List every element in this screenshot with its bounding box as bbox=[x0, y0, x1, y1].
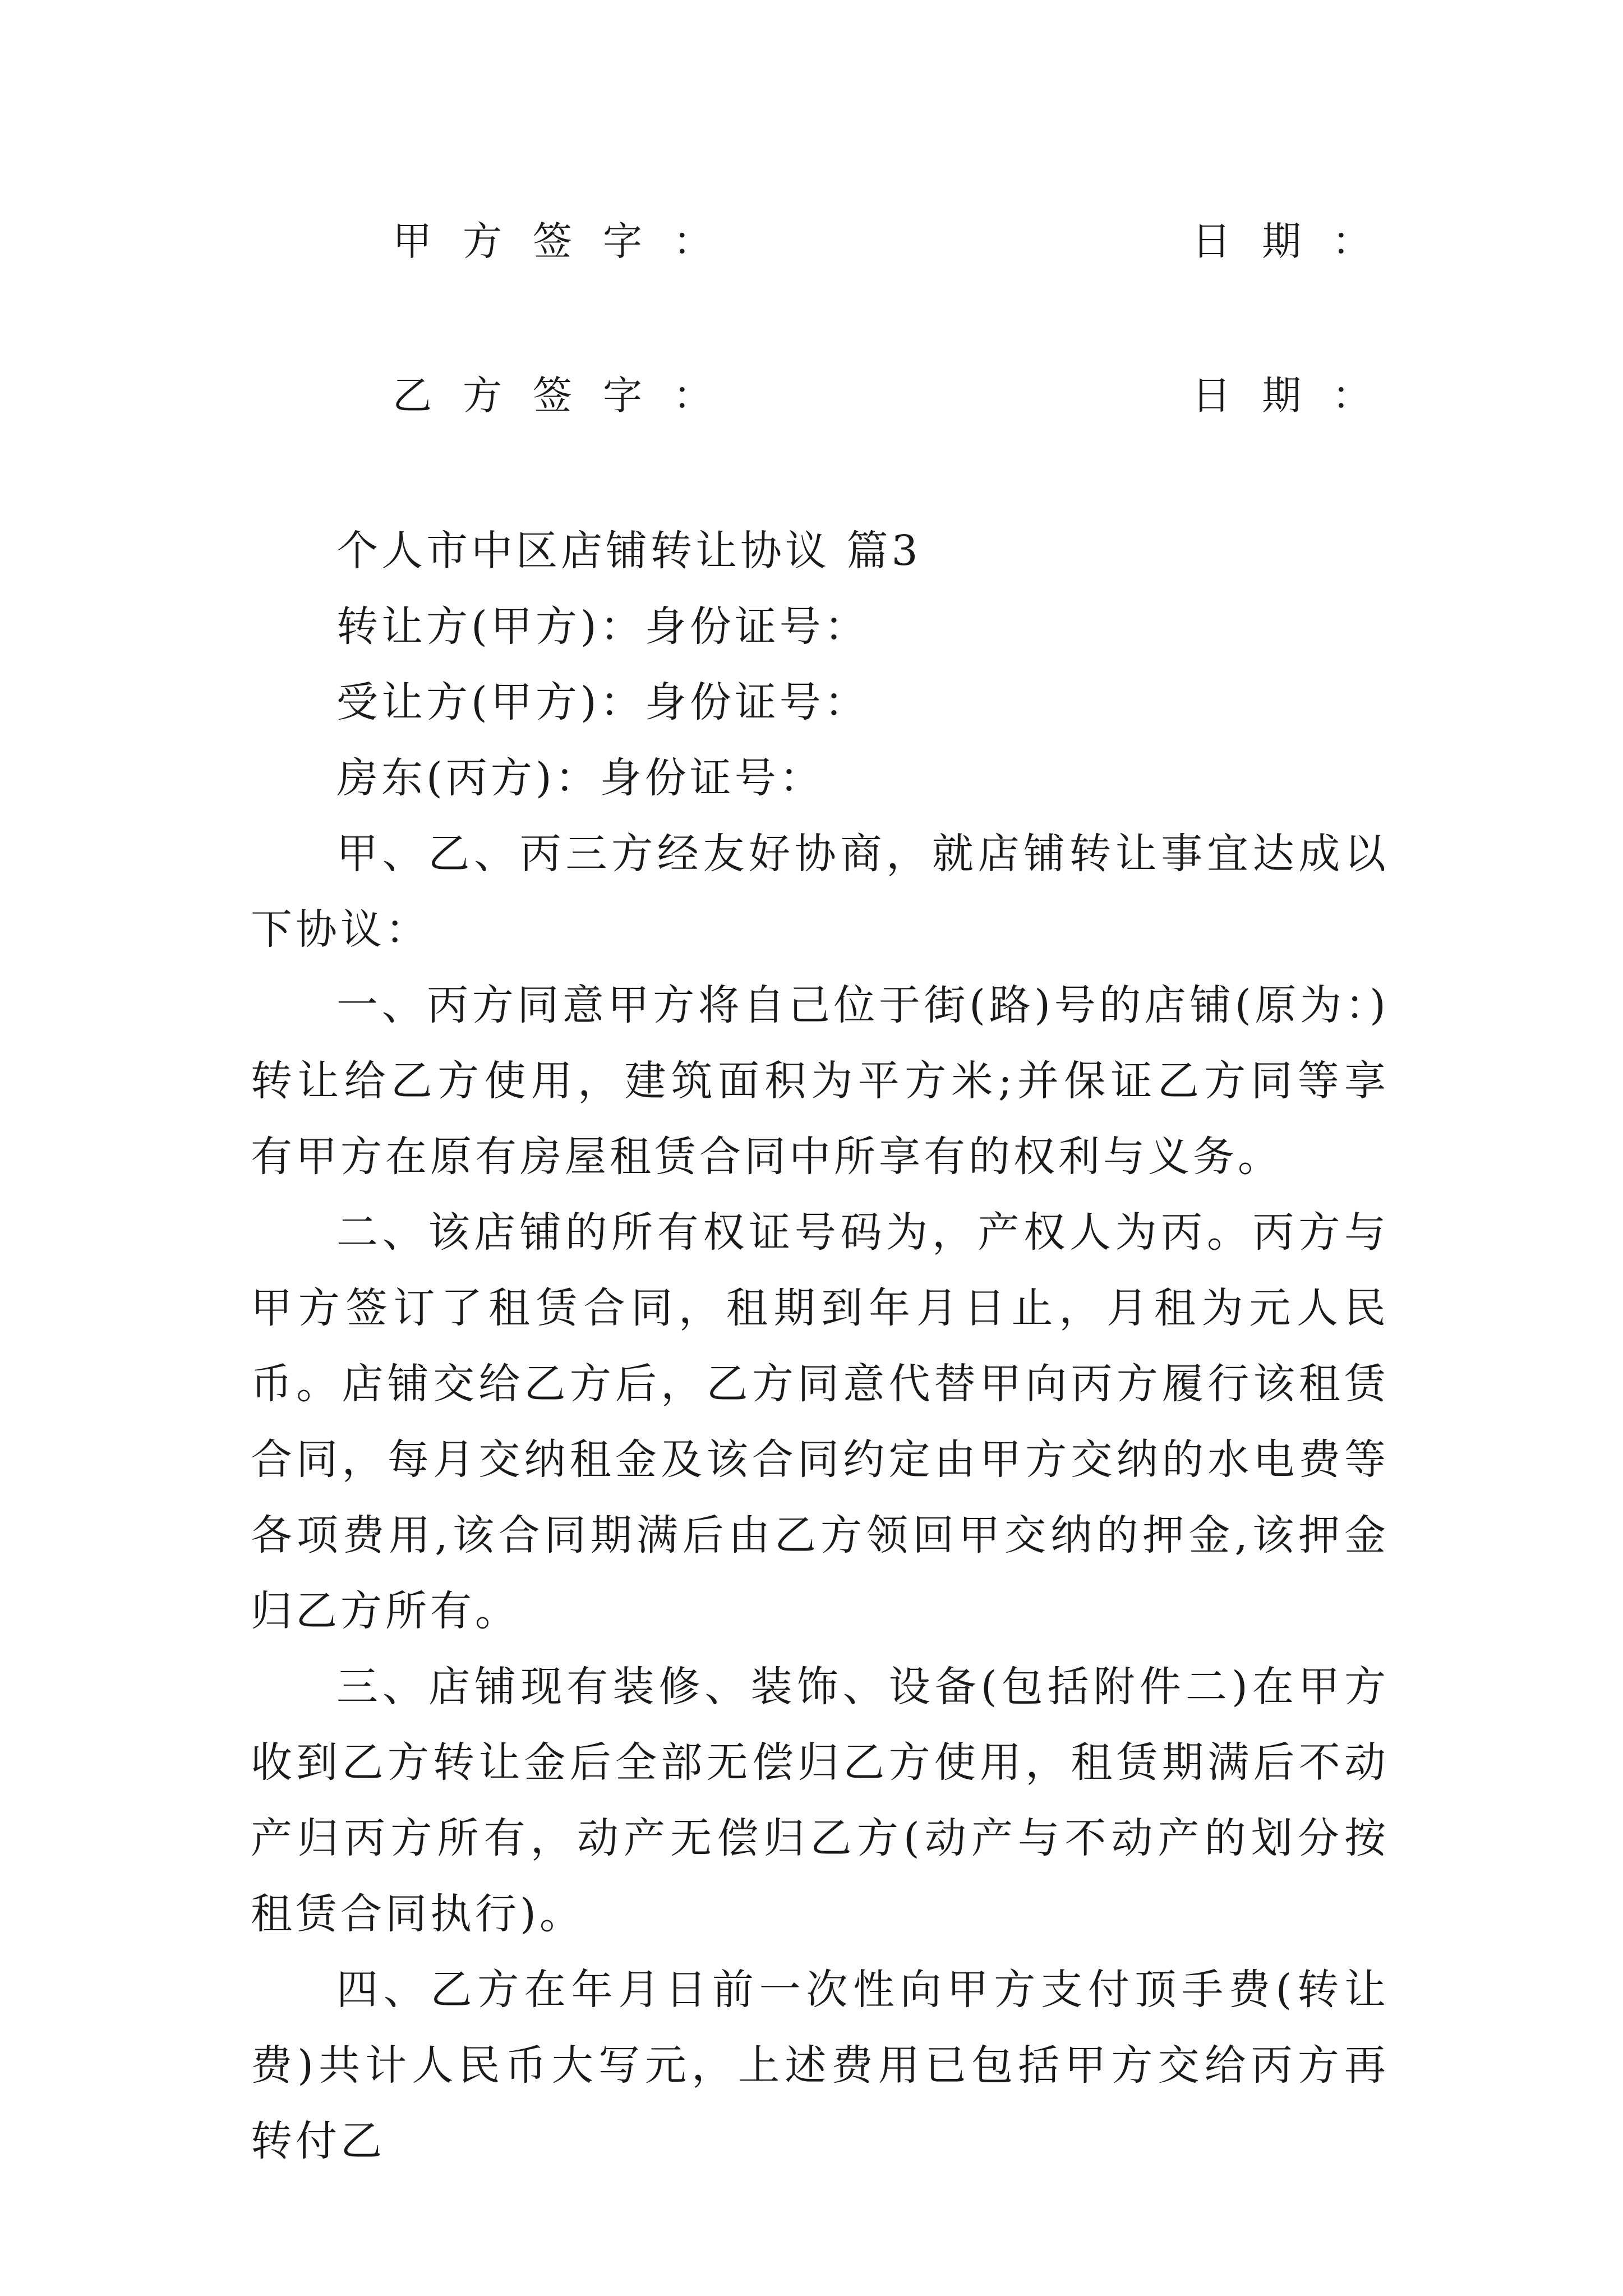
intro-paragraph: 甲、乙、丙三方经友好协商，就店铺转让事宜达成以下协议： bbox=[251, 830, 1389, 954]
landlord-line: 房东(丙方)：身份证号： bbox=[336, 754, 824, 802]
agreement-body bbox=[251, 816, 1389, 2179]
party-a-date-label: 日期： bbox=[1192, 218, 1402, 264]
clause-2-paragraph: 二、该店铺的所有权证号码为，产权人为丙。丙方与甲方签订了租赁合同，租期到年月日止，月租为元人民币。店铺交给乙方后，乙方同意代替甲向丙方履行该租赁合同，每月交纳租金及该合同约定由甲方交纳的水电费等各项费用,该合同期满后由乙方领回甲交纳的押金,该押金归乙方所有。 bbox=[251, 1208, 1389, 1635]
party-a-signature-label: 甲方签字： bbox=[393, 218, 743, 264]
party-b-date-label: 日期： bbox=[1192, 372, 1402, 418]
clause-4-paragraph: 四、乙方在年月日前一次性向甲方支付顶手费(转让费)共计人民币大写元，上述费用已包括甲方交给丙方再转付乙 bbox=[251, 1966, 1389, 2165]
agreement-title: 个人市中区店铺转让协议 篇3 bbox=[336, 527, 921, 575]
clause-1-paragraph: 一、丙方同意甲方将自己位于街(路)号的店铺(原为：)转让给乙方使用，建筑面积为平方米;并保证乙方同等享有甲方在原有房屋租赁合同中所享有的权利与义务。 bbox=[251, 981, 1389, 1181]
transferor-line: 转让方(甲方)：身份证号： bbox=[336, 602, 869, 651]
clause-3-paragraph: 三、店铺现有装修、装饰、设备(包括附件二)在甲方收到乙方转让金后全部无偿归乙方使用，租赁期满后不动产归丙方所有，动产无偿归乙方(动产与不动产的划分按租赁合同执行)。 bbox=[251, 1663, 1389, 1938]
party-b-signature-label: 乙方签字： bbox=[393, 372, 743, 418]
transferee-line: 受让方(甲方)：身份证号： bbox=[336, 678, 869, 726]
